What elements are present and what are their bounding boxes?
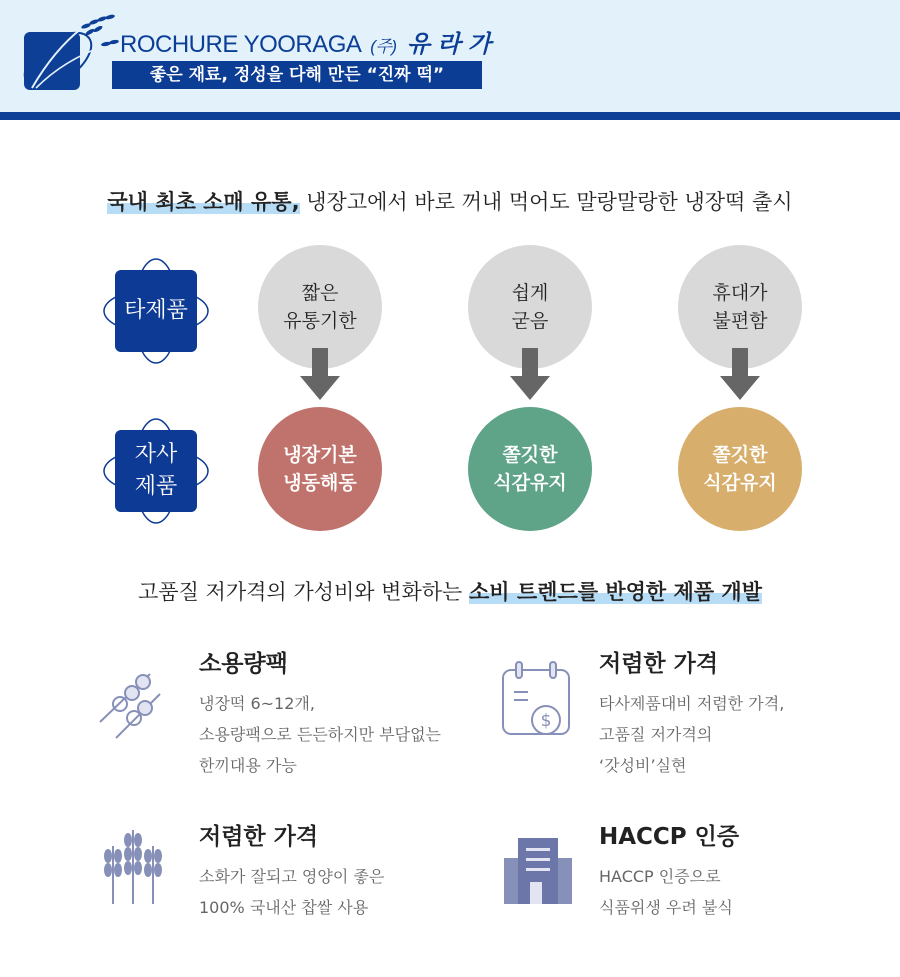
solution-circle-2	[468, 407, 592, 531]
feature-desc-line: 100% 국내산 찹쌀 사용	[199, 898, 369, 917]
solution-2-line2: 식감유지	[493, 472, 567, 494]
headline2-highlight: 소비 트렌드를 반영한 제품 개발	[469, 580, 762, 604]
down-arrow-icon	[300, 348, 340, 402]
feature-desc-line: 식품위생 우려 불식	[599, 898, 733, 917]
feature-desc-line: 한끼대용 가능	[199, 756, 297, 775]
label-others-text: 타제품	[124, 298, 188, 323]
label-ours-box	[115, 430, 197, 512]
problem-3-line1: 휴대가	[712, 282, 768, 304]
brand-en: ROCHURE YOORAGA	[120, 31, 361, 58]
problem-2-line1: 쉽게	[511, 282, 549, 304]
slogan-banner: 좋은 재료, 정성을 다해 만든 “진짜 떡”	[112, 61, 482, 89]
headline-rest: 냉장고에서 바로 꺼내 먹어도 말랑말랑한 냉장떡 출시	[299, 190, 793, 214]
solution-3-line2: 식감유지	[703, 472, 777, 494]
wheat-icon	[103, 826, 163, 906]
header	[0, 0, 900, 112]
brand-company: (주)	[370, 37, 397, 56]
feature-desc	[199, 861, 529, 923]
feature-desc	[599, 861, 900, 923]
feature-desc-line: 타사제품대비 저렴한 가격,	[599, 694, 785, 713]
skewer-icon	[98, 668, 162, 740]
feature-title: HACCP 인증	[599, 824, 740, 850]
label-others	[101, 256, 211, 366]
feature-desc-line: 소화가 잘되고 영양이 좋은	[199, 867, 385, 886]
solution-circle-1	[258, 407, 382, 531]
problem-1-line2: 유통기한	[283, 310, 357, 332]
headline-highlight: 국내 최초 소매 유통,	[107, 190, 300, 214]
header-divider	[0, 112, 900, 120]
rice-logo-icon	[14, 10, 124, 102]
problem-1-line1: 짧은	[301, 282, 339, 304]
label-ours	[101, 416, 211, 526]
feature-title: 소용량팩	[199, 651, 288, 677]
down-arrow-icon	[720, 348, 760, 402]
feature-desc	[199, 688, 529, 781]
feature-desc	[599, 688, 900, 781]
feature-small-pack	[199, 645, 529, 781]
solution-1-line2: 냉동해동	[283, 472, 357, 494]
headline-launch	[0, 186, 900, 216]
label-others-box	[115, 270, 197, 352]
label-ours-line1: 자사	[134, 442, 178, 467]
solution-3-line1: 쫄깃한	[712, 444, 768, 466]
brand-kr: 유 라 가	[406, 29, 491, 58]
problem-3-line2: 불편함	[712, 310, 768, 332]
solution-2-line1: 쫄깃한	[502, 444, 558, 466]
feature-low-price	[599, 645, 900, 781]
feature-haccp	[599, 818, 900, 923]
feature-title: 저렴한 가격	[599, 651, 719, 677]
feature-desc-line: 소용량팩으로 든든하지만 부담없는	[199, 725, 442, 744]
solution-circle-3	[678, 407, 802, 531]
feature-desc-line: 냉장떡 6~12개,	[199, 694, 315, 713]
feature-desc-line: 고품질 저가격의	[599, 725, 713, 744]
headline-trend	[0, 576, 900, 606]
feature-title: 저렴한 가격	[199, 824, 319, 850]
feature-rice	[199, 818, 529, 923]
down-arrow-icon	[510, 348, 550, 402]
feature-desc-line: ‘갓성비’실현	[599, 756, 687, 775]
problem-2-line2: 굳음	[511, 310, 549, 332]
building-icon	[502, 836, 574, 906]
solution-1-line1: 냉장기본	[283, 444, 357, 466]
headline2-normal: 고품질 저가격의 가성비와 변화하는	[138, 580, 470, 604]
svg-text:$: $	[540, 711, 552, 731]
feature-desc-line: HACCP 인증으로	[599, 867, 721, 886]
price-calendar-icon	[500, 660, 574, 740]
label-ours-line2: 제품	[134, 474, 178, 499]
brand-name	[120, 24, 490, 59]
